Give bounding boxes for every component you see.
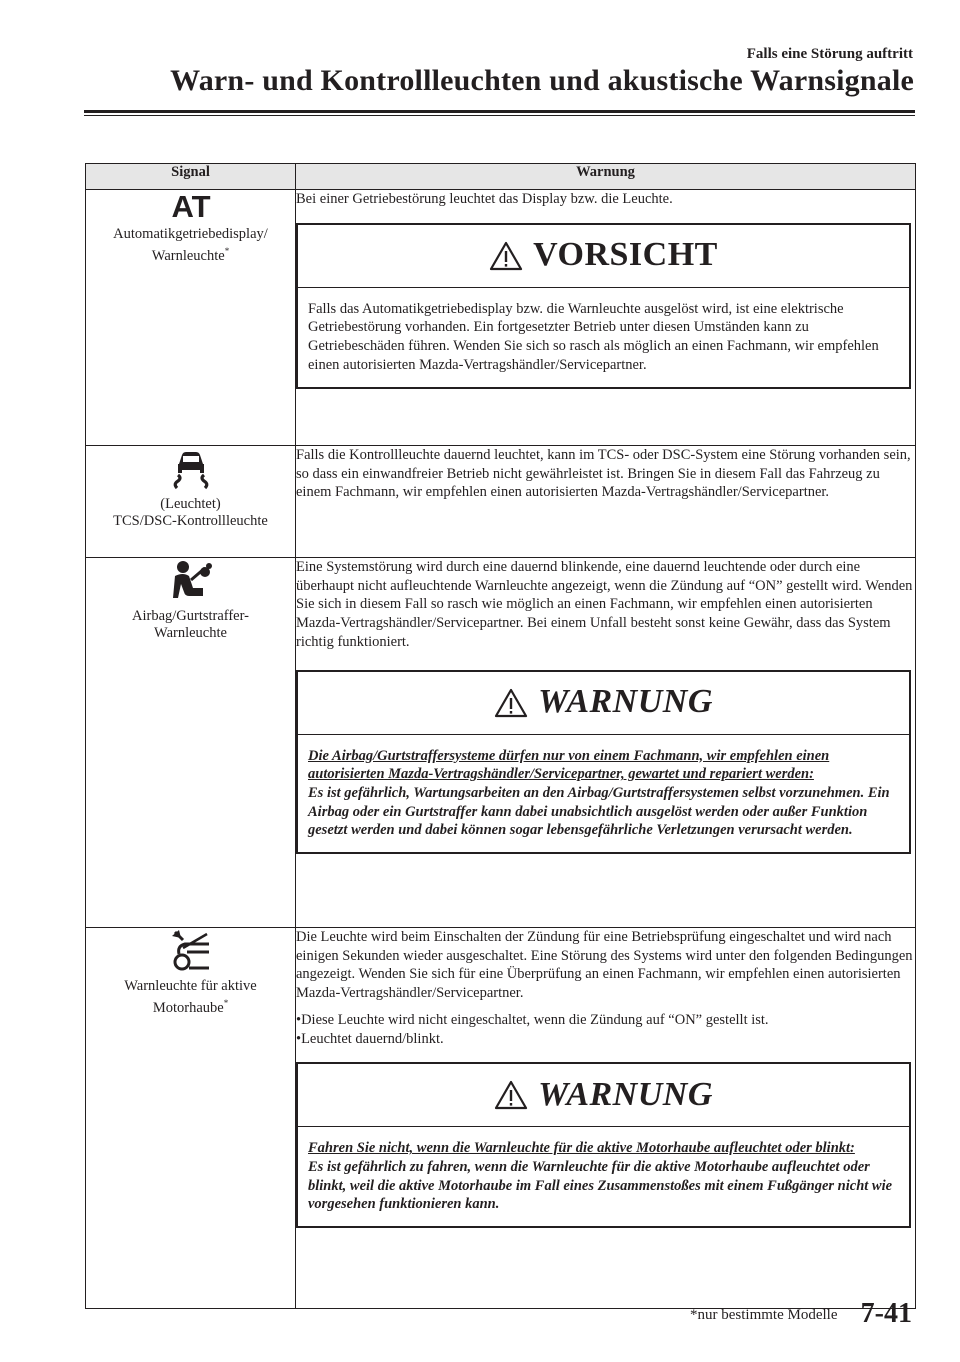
signal-label: Warnleuchte für aktive Motorhaube*: [124, 978, 257, 1016]
warning-box-body: [298, 735, 909, 853]
warning-triangle-icon: [494, 1080, 528, 1110]
svg-text:AT: AT: [170, 190, 211, 220]
caution-text: Falls das Automatikgetriebedisplay bzw. die Warnleuchte ausgelöst wird, ist eine elektrische Getriebestörung vorhanden. Ein fortgesetzter Betrieb unter diesen Umständen kann zu Getriebeschäden führen. Wenden Sie sich so rasch als möglich an einen Fachmann, wir empfehlen einen autorisierten Mazda-Vertragshändler/Servicepartner.: [308, 300, 879, 373]
warning-box: [296, 1062, 911, 1228]
airbag-icon: [169, 558, 213, 602]
signal-cell: [86, 446, 296, 558]
warning-box-header: [298, 672, 909, 735]
warning-text: Die Leuchte wird beim Einschalten der Zündung für eine Betriebsprüfung eingeschaltet und wird nach einigen Sekunden wieder ausgeschaltet. Eine Störung des Systems wird unter den folgenden Bedingungen angezeigt. Wenden Sie sich für eine Überprüfung an einen Fachmann, wir empfehlen einen autorisierten Mazda-Vertragshändler/Servicepartner.: [296, 929, 913, 1002]
page-title: Warn- und Kontrollleuchten und akustische Warnsignale: [170, 64, 914, 97]
warning-title: WARNUNG: [538, 1075, 713, 1113]
at-transmission-icon: [169, 190, 213, 220]
warning-box: [296, 670, 911, 855]
warning-cell: [296, 190, 916, 446]
page-number: 7-41: [860, 1298, 912, 1329]
header-divider: [84, 110, 915, 113]
signal-label: (Leuchtet) TCS/DSC-Kontrollleuchte: [113, 496, 268, 529]
signal-label: Airbag/Gurtstraffer- Warnleuchte: [131, 608, 249, 641]
list-item: •Leuchtet dauernd/blinkt.: [296, 1030, 444, 1047]
signal-cell: [86, 190, 296, 446]
signal-label: Automatikgetriebedisplay/ Warnleuchte*: [113, 226, 268, 264]
column-header-warning: Warnung: [296, 164, 916, 190]
warning-text: Falls die Kontrollleuchte dauernd leuchtet, kann im TCS- oder DSC-System eine Störung vorhanden sein, so dass ein einwandfreier Betrieb nicht gewährleistet ist. Bringen Sie in diesem Fall das Fahrzeug zu einem Fachmann, wir empfehlen einen autorisierten Mazda-Vertragshändler/Servicepartner.: [296, 447, 911, 501]
warning-box-header: [298, 1064, 909, 1127]
warning-heading: Fahren Sie nicht, wenn die Warnleuchte für die aktive Motorhaube aufleuchtet oder blinkt:: [308, 1140, 855, 1157]
footnote: *nur bestimmte Modelle: [690, 1307, 838, 1323]
signal-cell: [86, 928, 296, 1309]
table-row: [86, 446, 916, 558]
warning-text: Es ist gefährlich zu fahren, wenn die Warnleuchte für die aktive Motorhaube aufleuchtet oder blinkt, weil die aktive Motorhaube im Fall eines Zusammenstoßes mit einem Fußgänger nicht wie vorgesehen funktionieren kann.: [308, 1158, 893, 1213]
warning-text: Es ist gefährlich, Wartungsarbeiten an den Airbag/Gurtstraffersystemen selbst vorzunehmen. Ein Airbag oder ein Gurtstraffer kann dabei unabsichtlich ausgelöst werden oder außer Funktion gesetzt werden und dabei können sogar lebensgefährliche Verletzungen verursacht werden.: [308, 784, 890, 839]
header-divider-thin: [84, 115, 915, 116]
caution-box: [296, 223, 911, 389]
section-subtitle: Falls eine Störung auftritt: [746, 46, 913, 62]
warning-cell: [296, 446, 916, 558]
warning-triangle-icon: [494, 688, 528, 718]
warning-text: Eine Systemstörung wird durch eine dauernd blinkende, eine dauernd leuchtende oder durch eine überhaupt nicht aufleuchtende Warnleuchte angezeigt, wenn die Zündung auf “ON” gestellt wird. Wenden Sie sich in diesem Fall so rasch wie möglich an einen Fachmann, wir empfehlen einen autorisierten Mazda-Vertragshändler/Servicepartner. Bei einem Unfall besteht sonst keine Gewähr, dass das System richtig funktioniert.: [296, 559, 913, 650]
tcs-dsc-icon: [169, 446, 213, 490]
warning-cell: [296, 558, 916, 928]
table-row: [86, 928, 916, 1309]
warning-text: Bei einer Getriebestörung leuchtet das Display bzw. die Leuchte.: [296, 191, 673, 207]
warning-title: WARNUNG: [538, 683, 713, 721]
table-row: [86, 558, 916, 928]
warning-table: [85, 163, 916, 1309]
signal-cell: [86, 558, 296, 928]
list-item: •Diese Leuchte wird nicht eingeschaltet, wenn die Zündung auf “ON” gestellt ist.: [296, 1011, 769, 1028]
warning-cell: [296, 928, 916, 1309]
caution-box-header: [298, 225, 909, 288]
table-header-row: [86, 164, 916, 190]
warning-heading: Die Airbag/Gurtstraffersysteme dürfen nur von einem Fachmann, wir empfehlen einen autorisierten Mazda-Vertragshändler/Servicepartner, gewartet und repariert werden:: [308, 747, 830, 783]
warning-box-body: [298, 1127, 909, 1226]
active-bonnet-icon: [169, 928, 213, 972]
caution-title: VORSICHT: [533, 236, 718, 274]
table-row: [86, 190, 916, 446]
column-header-signal: Signal: [86, 164, 296, 190]
warning-triangle-icon: [489, 241, 523, 271]
